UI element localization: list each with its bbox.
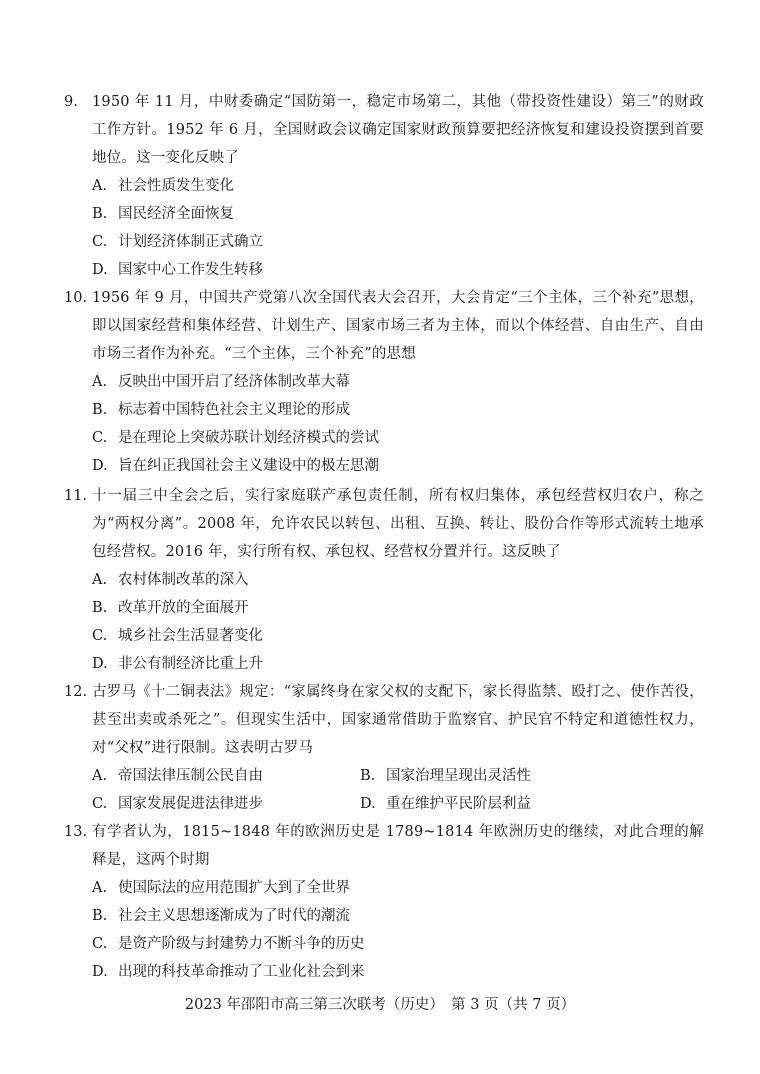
option-b (92, 902, 704, 930)
option-letter: C. (92, 234, 108, 250)
option-a (92, 874, 704, 902)
option-letter: A. (92, 768, 108, 784)
option-text: 城乡社会生活显著变化 (118, 628, 263, 644)
option-text: 反映出中国开启了经济体制改革大幕 (118, 374, 350, 390)
option-text: 重在维护平民阶层利益 (386, 796, 531, 812)
option-letter: B. (360, 768, 376, 784)
option-letter: B. (92, 908, 108, 924)
option-letter: A. (92, 880, 108, 896)
option-list (92, 368, 704, 480)
question-stem: 1950 年 11 月，中财委确定“国防第一，稳定市场第二，其他（带投资性建设）第三”的财政工作方针。1952 年 6 月，全国财政会议确定国家财政预算要把经济恢复和建设投资摆到首要地位。这一变化反映了 (92, 94, 704, 166)
option-letter: A. (92, 572, 108, 588)
option-text: 社会主义思想逐渐成为了时代的潮流 (118, 908, 350, 924)
option-text: 国家治理呈现出灵活性 (386, 768, 531, 784)
option-a (92, 172, 704, 200)
question-stem: 十一届三中全会之后，实行家庭联产承包责任制，所有权归集体，承包经营权归农户，称之为“两权分离”。2008 年，允许农民以转包、出租、互换、转让、股份合作等形式流转土地承包经营权。2016 年，实行所有权、承包权、经营权分置并行。这反映了 (92, 488, 704, 560)
option-a (92, 368, 704, 396)
option-letter: B. (92, 402, 108, 418)
option-list (92, 874, 704, 986)
question-number: 11. (64, 488, 88, 504)
option-text: 国家中心工作发生转移 (118, 262, 263, 278)
option-text: 非公有制经济比重上升 (118, 656, 263, 672)
option-letter: C. (92, 430, 108, 446)
question-number: 10. (64, 290, 88, 306)
option-letter: D. (92, 964, 108, 980)
option-letter: D. (360, 796, 376, 812)
option-text: 国民经济全面恢复 (118, 206, 234, 222)
option-text: 国家发展促进法律进步 (118, 796, 263, 812)
question-stem: 古罗马《十二铜表法》规定：“家属终身在家父权的支配下，家长得监禁、殴打之、使作苦役，甚至出卖或杀死之”。但现实生活中，国家通常借助于监察官、护民官不特定和道德性权力，对“父权”进行限制。这表明古罗马 (92, 684, 704, 756)
question-number: 12. (64, 684, 88, 700)
option-letter: B. (92, 600, 108, 616)
option-list (92, 172, 704, 284)
option-c (92, 622, 704, 650)
option-text: 出现的科技革命推动了工业化社会到来 (118, 964, 365, 980)
option-b (92, 200, 704, 228)
option-c (92, 790, 360, 818)
question-stem: 有学者认为，1815~1848 年的欧洲历史是 1789~1814 年欧洲历史的继续，对此合理的解释是，这两个时期 (92, 824, 704, 868)
question-number: 13. (64, 824, 88, 840)
option-letter: C. (92, 796, 108, 812)
option-c (92, 424, 704, 452)
option-letter: A. (92, 178, 108, 194)
option-text: 使国际法的应用范围扩大到了全世界 (118, 880, 350, 896)
option-b (360, 762, 660, 790)
option-text: 农村体制改革的深入 (118, 572, 249, 588)
question-12 (64, 678, 704, 818)
option-letter: D. (92, 656, 108, 672)
option-text: 标志着中国特色社会主义理论的形成 (118, 402, 350, 418)
page-footer: 2023 年邵阳市高三第三次联考（历史） 第 3 页（共 7 页） (184, 997, 576, 1013)
option-a (92, 566, 704, 594)
option-letter: A. (92, 374, 108, 390)
question-13 (64, 818, 704, 986)
option-a (92, 762, 360, 790)
option-text: 计划经济体制正式确立 (118, 234, 263, 250)
option-letter: C. (92, 628, 108, 644)
option-letter: D. (92, 262, 108, 278)
question-11 (64, 482, 704, 678)
option-d (92, 958, 704, 986)
option-text: 帝国法律压制公民自由 (118, 768, 263, 784)
option-b (92, 594, 704, 622)
option-d (360, 790, 660, 818)
option-c (92, 228, 704, 256)
option-d (92, 650, 704, 678)
option-letter: C. (92, 936, 108, 952)
option-text: 是在理论上突破苏联计划经济模式的尝试 (118, 430, 379, 446)
option-letter: B. (92, 206, 108, 222)
question-9 (64, 88, 704, 284)
option-text: 是资产阶级与封建势力不断斗争的历史 (118, 936, 365, 952)
option-d (92, 452, 704, 480)
question-10 (64, 284, 704, 480)
option-text: 社会性质发生变化 (118, 178, 234, 194)
option-d (92, 256, 704, 284)
option-b (92, 396, 704, 424)
option-text: 旨在纠正我国社会主义建设中的极左思潮 (118, 458, 379, 474)
option-list (92, 566, 704, 678)
question-stem: 1956 年 9 月，中国共产党第八次全国代表大会召开，大会肯定“三个主体，三个补充”思想，即以国家经营和集体经营、计划生产、国家市场三者为主体，而以个体经营、自由生产、自由市场三者作为补充。“三个主体，三个补充”的思想 (92, 290, 704, 362)
option-text: 改革开放的全面展开 (118, 600, 249, 616)
option-letter: D. (92, 458, 108, 474)
option-c (92, 930, 704, 958)
option-list (92, 762, 704, 818)
question-number: 9. (64, 94, 78, 110)
